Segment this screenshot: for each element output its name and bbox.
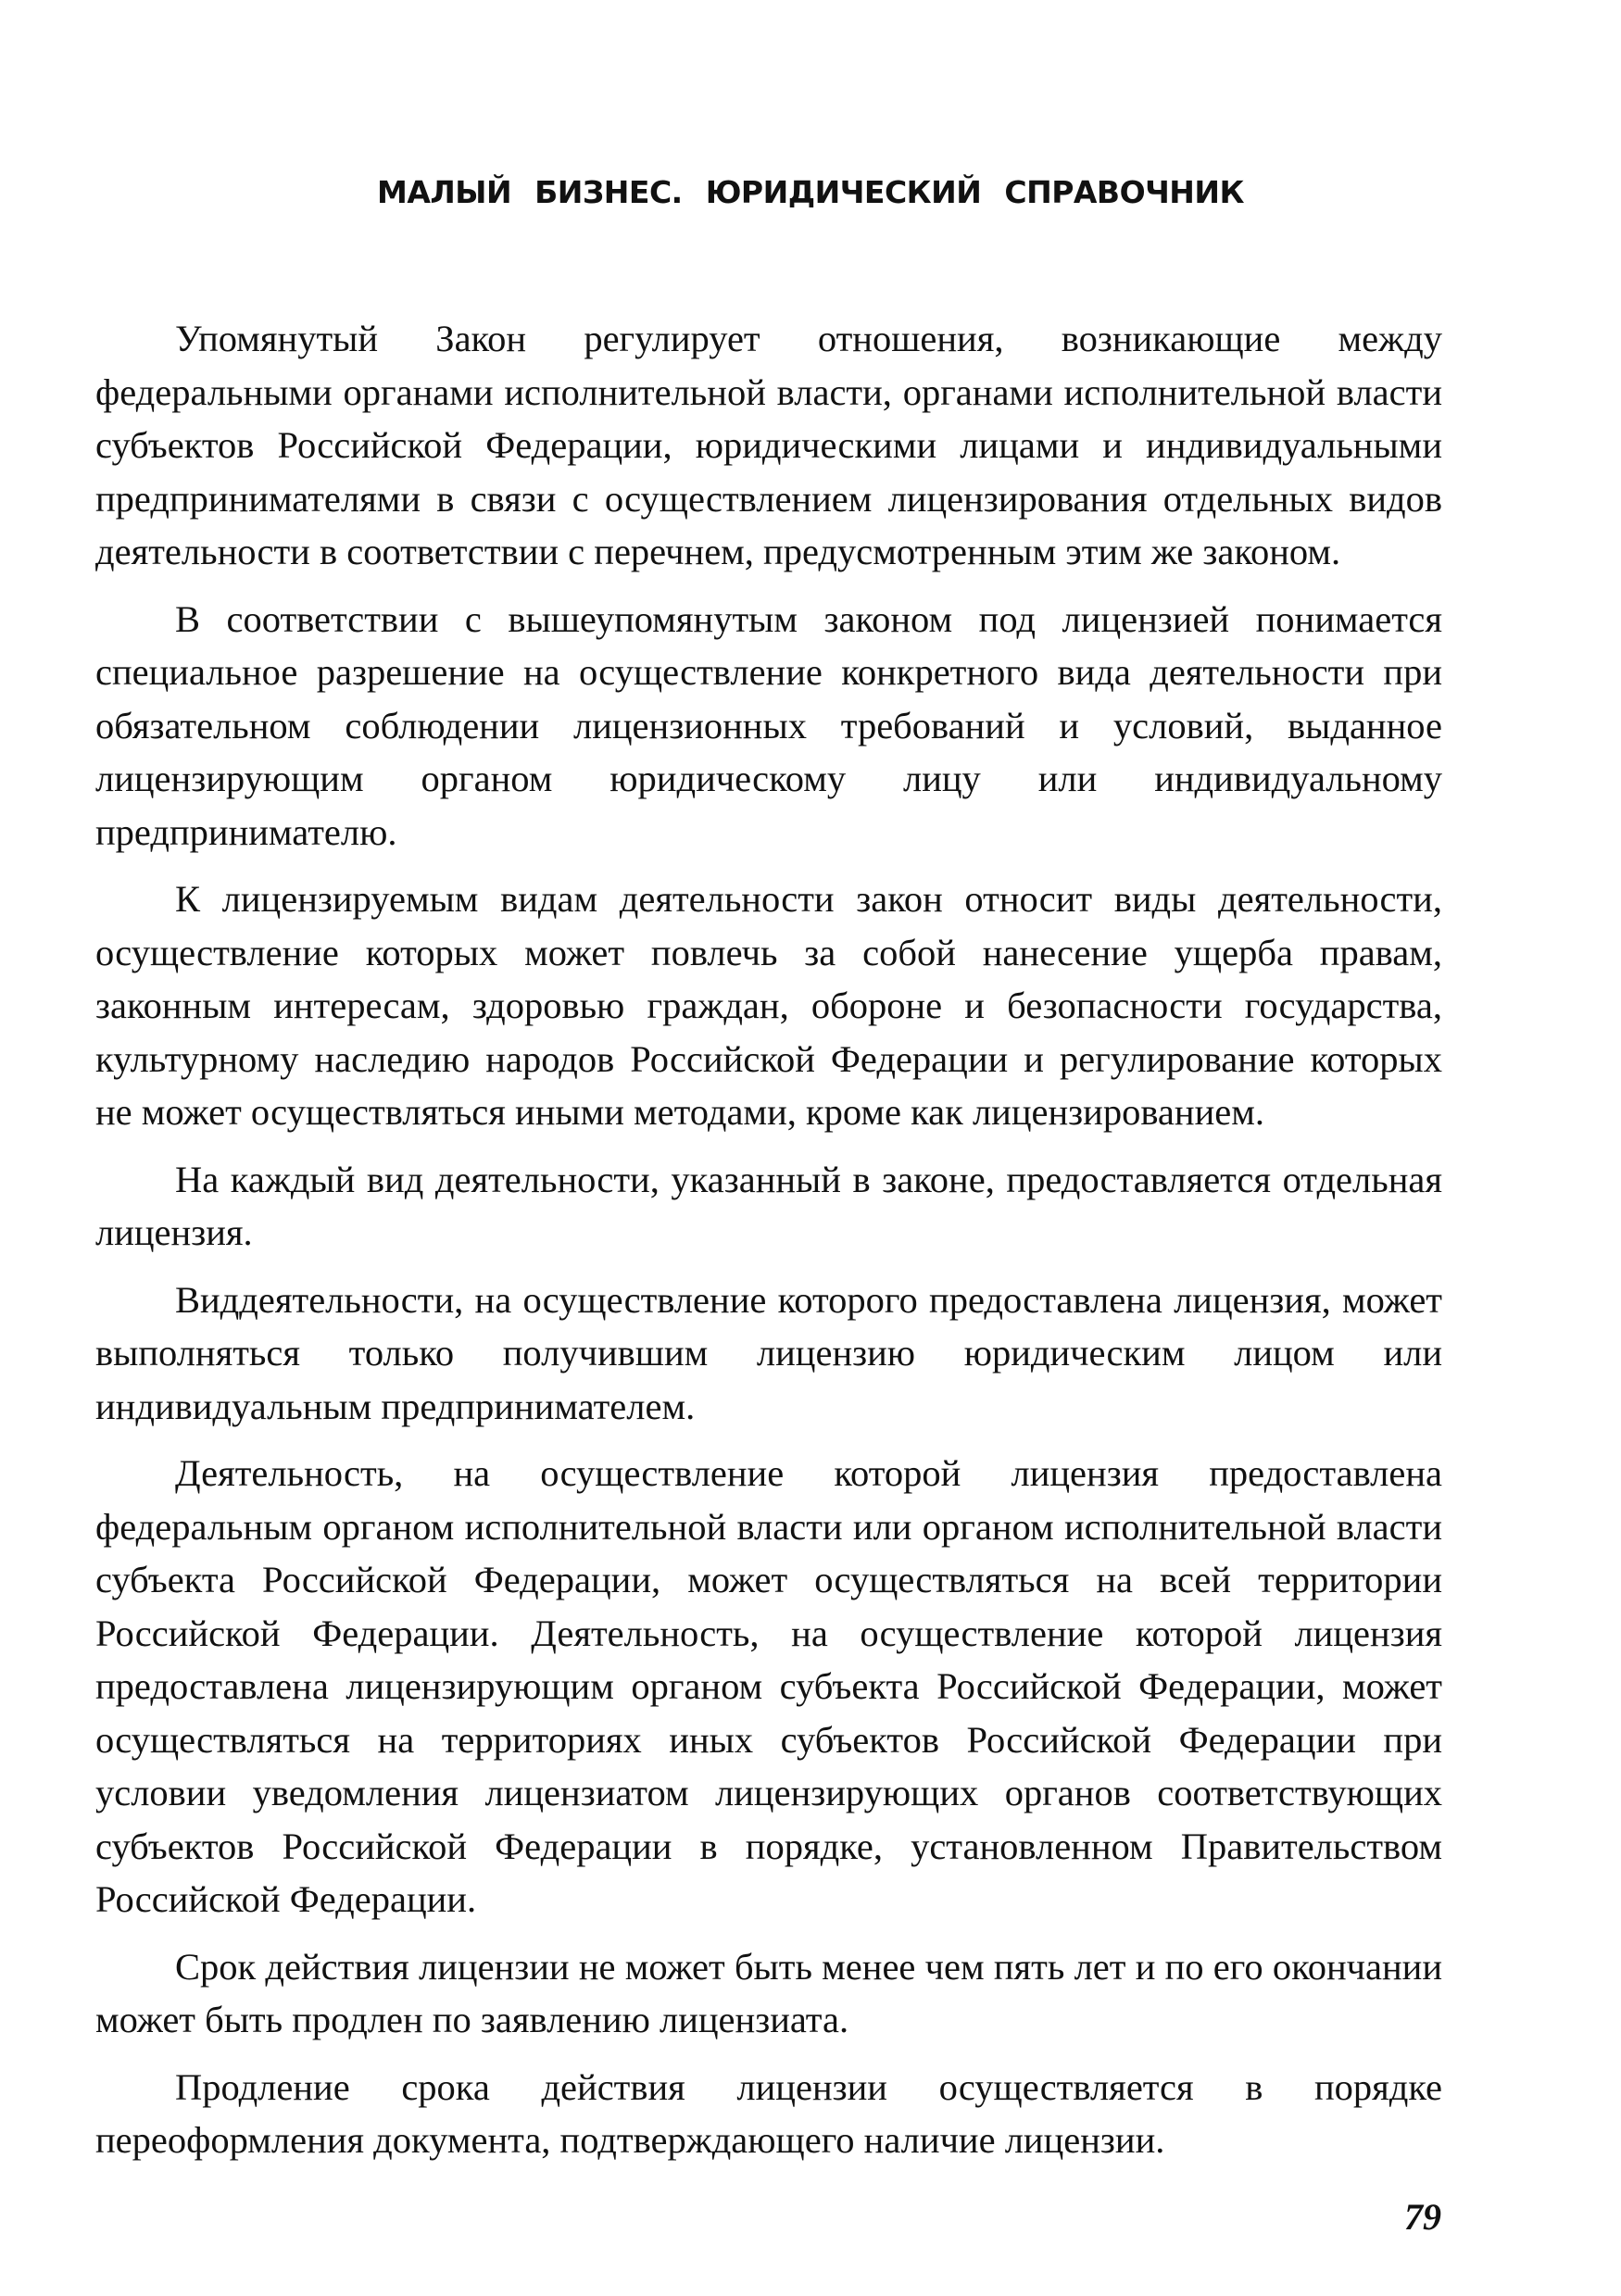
paragraph-1: Упомянутый Закон регулирует отношения, возникающие между федеральными органами исполнительной власти, органами исполнительной власти субъектов Российской Федерации, юридическими лицами и индивидуальными предпринимателями в связи с осуществлением лицензирования отдельных видов деятельности в соответствии с перечнем, предусмотренным этим же законом.: [95, 318, 1442, 572]
paragraph-4: На каждый вид деятельности, указанный в законе, предоставляется отдельная лицензия.: [95, 1158, 1442, 1253]
page-body: [95, 312, 1442, 2181]
page-number: 79: [1404, 2196, 1441, 2238]
paragraph-5: Виддеятельности, на осуществление которого предоставлена лицензия, может выполняться только получившим лицензию юридическим лицом или индивидуальным предпринимателем.: [95, 1278, 1442, 1427]
paragraph-6: Деятельность, на осуществление которой лицензия предоставлена федеральным органом исполнительной власти или органом исполнительной власти субъекта Российской Федерации, может осуществляться на всей территории Российской Федерации. Деятельность, на осуществление которой лицензия предоставлена лицензирующим органом субъекта Российской Федерации, может осуществляться на территориях иных субъектов Российской Федерации при условии уведомления лицензиатом лицензирующих органов соответствующих субъектов Российской Федерации в порядке, установленном Правительством Российской Федерации.: [95, 1452, 1442, 1920]
running-head-title: МАЛЫЙ БИЗНЕС. ЮРИДИЧЕСКИЙ СПРАВОЧНИК: [376, 174, 1245, 210]
paragraph-8: Продление срока действия лицензии осуществляется в порядке переоформления документа, подтверждающего наличие лицензии.: [95, 2065, 1442, 2161]
paragraph-2: В соответствии с вышеупомянутым законом под лицензией понимается специальное разрешение на осуществление конкретного вида деятельности при обязательном соблюдении лицензионных требований и условий, выданное лицензирующим органом юридическому лицу или индивидуальному предпринимателю.: [95, 597, 1442, 853]
paragraph-3: К лицензируемым видам деятельности закон относит виды деятельности, осуществление которых может повлечь за собой нанесение ущерба правам, законным интересам, здоровью граждан, обороне и безопасности государства, культурному наследию народов Российской Федерации и регулирование которых не может осуществляться иными методами, кроме как лицензированием.: [95, 878, 1442, 1133]
paragraph-7: Срок действия лицензии не может быть менее чем пять лет и по его окончании может быть продлен по заявлению лицензиата.: [95, 1945, 1442, 2040]
